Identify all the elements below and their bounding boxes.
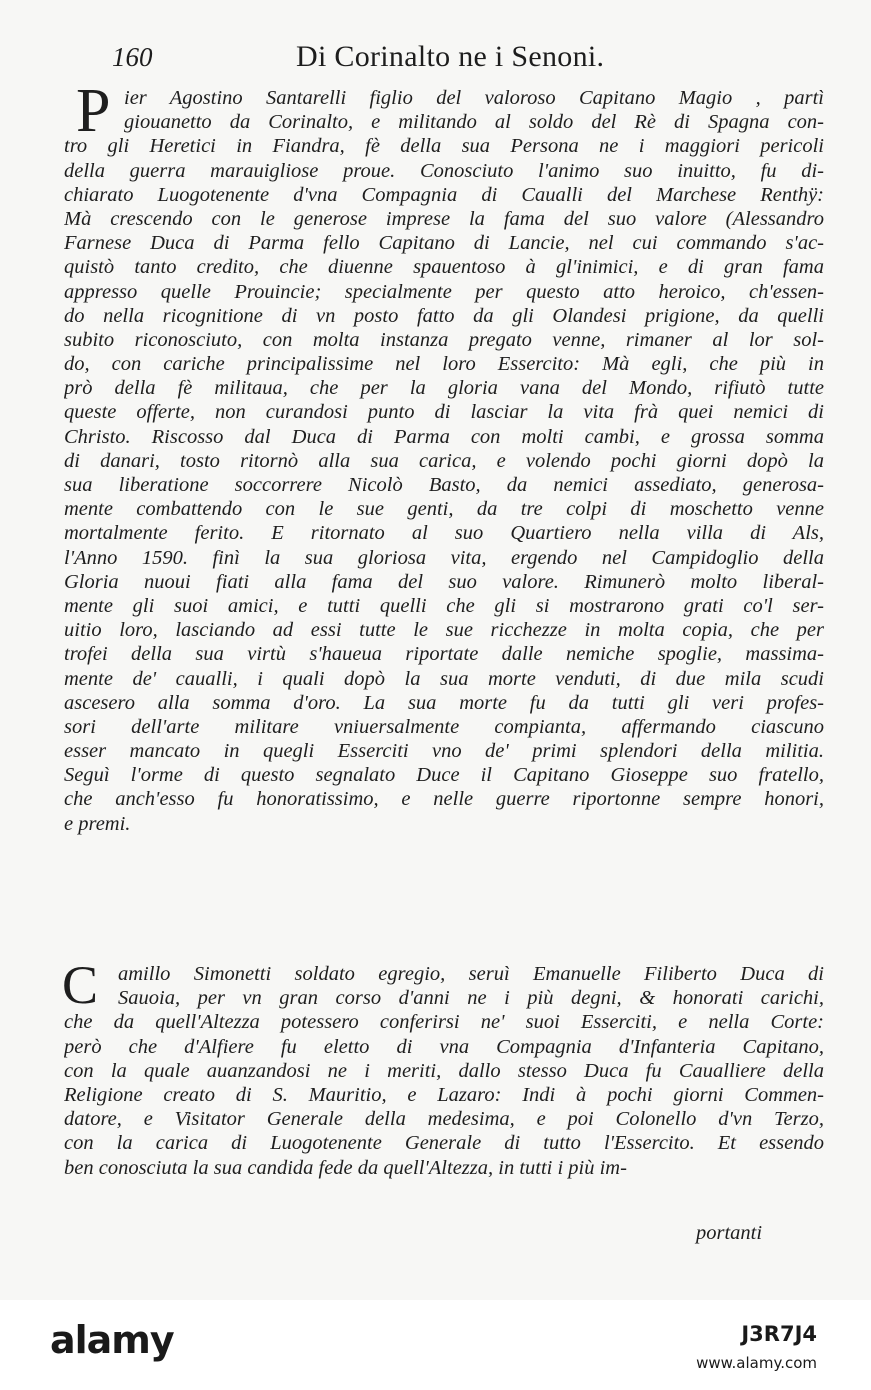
text-line: che da quell'Altezza potessero conferirsi ne' suoi Esserciti, e nella Corte: (64, 1011, 824, 1034)
text-line: Christo. Riscosso dal Duca di Parma con molti cambi, e grossa somma (64, 425, 824, 448)
text-line: Seguì l'orme di questo segnalato Duce il Capitano Gioseppe suo fratello, (64, 764, 824, 787)
text-line: chiarato Luogotenente d'vna Compagnia di Caualli del Marchese Renthÿ: (64, 183, 824, 206)
catchword: portanti (696, 1222, 763, 1244)
text-line: mente gli suoi amici, e tutti quelli che gli si mostrarono grati co'l ser- (64, 594, 824, 617)
text-line: Religione creato di S. Mauritio, e Lazaro: Indi à pochi giorni Commen- (64, 1083, 824, 1106)
text-line: appresso quelle Prouincie; specialmente per questo atto heroico, ch'essen- (64, 280, 824, 303)
alamy-logo: alamy (50, 1318, 174, 1362)
text-line: subito riconosciuto, con molta instanza pregato venne, rimaner al lor sol- (64, 328, 824, 351)
paragraph-santarelli (64, 86, 824, 836)
text-line: uitio loro, lasciando ad essi tutte le sue ricchezze in molta copia, che per (64, 619, 824, 642)
watermark-footer (0, 1300, 871, 1390)
text-line: mente combattendo con le sue genti, da tre colpi di moschetto venne (64, 498, 824, 521)
text-line: che anch'esso fu honoratissimo, e nelle guerre riportonne sempre honori, (64, 788, 824, 811)
text-line: tro gli Heretici in Fiandra, fè della sua Persona ne i maggiori pericoli (64, 135, 824, 158)
text-line: prò della fè militaua, che per la gloria vana del Mondo, rifiutò tutte (64, 377, 824, 400)
text-line: Gloria nuoui fiati alla fama del suo valore. Rimunerò molto liberal- (64, 570, 824, 593)
text-line: amillo Simonetti soldato egregio, seruì Emanuelle Filiberto Duca di (118, 963, 824, 985)
text-line: e premi. (64, 812, 131, 835)
text-line: datore, e Visitator Generale della medesima, e poi Colonello d'vn Terzo, (64, 1108, 824, 1131)
site-url: www.alamy.com (696, 1354, 817, 1372)
text-line: do, con cariche principalissime nel loro Essercito: Mà egli, che più in (64, 353, 824, 376)
dropcap-c: C (62, 955, 99, 1015)
text-line: ier Agostino Santarelli figlio del valoroso Capitano Magio , partì (124, 87, 824, 109)
text-line: sori dell'arte militare vniuersalmente compianta, affermando ciascuno (64, 715, 824, 738)
text-line: esser mancato in quegli Esserciti vno de' primi splendori della militia. (64, 740, 824, 763)
text-line: giouanetto da Corinalto, e militando al soldo del Rè di Spagna con- (124, 111, 824, 134)
text-line: con la quale auanzandosi ne i meriti, dallo stesso Duca fu Caualliere della (64, 1059, 824, 1082)
running-title: Di Corinalto ne i Senoni. (296, 40, 605, 73)
text-line: però che d'Alfiere fu eletto di vna Compagnia d'Infanteria Capitano, (64, 1035, 824, 1058)
text-line: quistò tanto credito, che diuenne spauentoso à gl'inimici, e di gran fama (64, 256, 824, 279)
text-line: Sauoia, per vn gran corso d'anni ne i più degni, & honorati carichi, (118, 987, 824, 1010)
text-line: mortalmente ferito. E ritornato al suo Quartiero nella villa di Als, (64, 522, 824, 545)
text-line: do nella ricognitione di vn posto fatto da gli Olandesi prigione, da quelli (64, 304, 824, 327)
page-number: 160 (112, 42, 153, 72)
text-line: trofei della sua virtù s'haueua riportate dalle nemiche spoglie, massima- (64, 643, 824, 666)
text-line: ben conosciuta la sua candida fede da quell'Altezza, in tutti i più im- (64, 1156, 627, 1179)
text-line: queste offerte, non curandosi punto di lasciar la vita frà quei nemici di (64, 401, 824, 424)
text-line: l'Anno 1590. finì la sua gloriosa vita, ergendo nel Campidoglio della (64, 546, 824, 569)
dropcap-p: P (76, 77, 111, 145)
text-line: con la carica di Luogotenente Generale di tutto l'Essercito. Et essendo (64, 1132, 824, 1155)
text-line: della guerra marauigliose proue. Conosciuto l'animo suo inuitto, fu di- (64, 159, 824, 182)
text-line: sua liberatione soccorrere Nicolò Basto, da nemici assediato, generosa- (64, 474, 824, 496)
paragraph-simonetti (64, 962, 824, 1180)
text-line: Farnese Duca di Parma fello Capitano di Lancie, nel cui commando s'ac- (64, 232, 824, 255)
text-line: ascesero alla somma d'oro. La sua morte fu da tutti gli veri profes- (64, 691, 824, 714)
text-line: di danari, tosto ritornò alla sua carica, e volendo pochi giorni dopò la (64, 449, 824, 472)
text-line: mente de' caualli, i quali dopò la sua morte venduti, di due mila scudi (64, 667, 824, 690)
text-line: Mà crescendo con le generose imprese la fama del suo valore (Alessandro (64, 207, 824, 230)
image-id: J3R7J4 (741, 1322, 817, 1346)
